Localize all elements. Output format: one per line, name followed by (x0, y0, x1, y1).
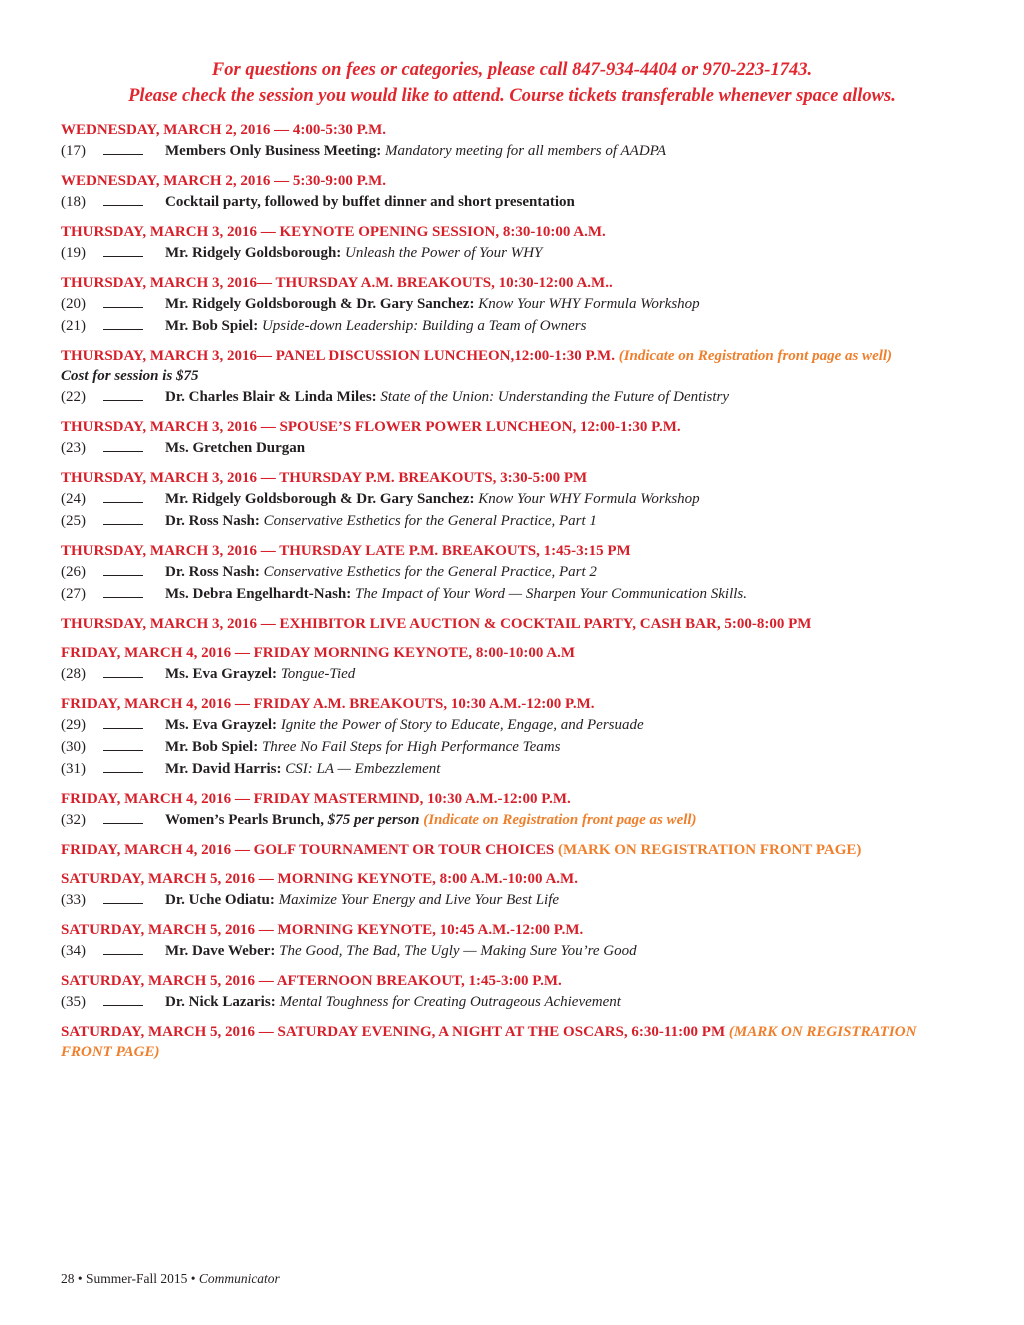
checkmark-blank[interactable] (103, 991, 143, 1013)
session-content (165, 488, 700, 510)
session-item (61, 736, 941, 758)
session-heading-text: THURSDAY, MARCH 3, 2016 — EXHIBITOR LIVE AUCTION & COCKTAIL PARTY, CASH BAR, 5:00-8:00 PM (61, 616, 812, 632)
session-number: (29) (61, 717, 86, 733)
checkmark-blank[interactable] (103, 140, 143, 162)
checkmark-blank[interactable] (103, 889, 143, 911)
session-cost: Cost for session is $75 (61, 368, 199, 384)
session-group (61, 171, 941, 213)
session-heading-text: THURSDAY, MARCH 3, 2016— PANEL DISCUSSION LUNCHEON,12:00-1:30 P.M. (61, 348, 615, 364)
session-heading-text: SATURDAY, MARCH 5, 2016 — MORNING KEYNOTE, 10:45 A.M.-12:00 P.M. (61, 922, 584, 938)
session-speaker: Ms. Debra Engelhardt-Nash: (165, 586, 352, 602)
session-heading (61, 541, 941, 561)
checkmark-blank[interactable] (103, 293, 143, 315)
session-heading (61, 643, 941, 663)
session-number: (22) (61, 389, 86, 405)
checkmark-blank[interactable] (103, 583, 143, 605)
session-group (61, 694, 941, 780)
registration-note: (Indicate on Registration front page as well) (618, 348, 893, 364)
session-heading (61, 468, 941, 488)
session-number: (27) (61, 586, 86, 602)
session-speaker: Mr. David Harris: (165, 761, 282, 777)
session-content (165, 242, 542, 264)
session-title: Three No Fail Steps for High Performance Teams (261, 739, 561, 755)
session-heading-text: SATURDAY, MARCH 5, 2016 — SATURDAY EVENING, A NIGHT AT THE OSCARS, 6:30-11:00 PM (61, 1024, 726, 1040)
session-speaker: Mr. Ridgely Goldsborough: (165, 245, 342, 261)
session-item (61, 561, 941, 583)
checkmark-blank[interactable] (103, 242, 143, 264)
session-heading-text: SATURDAY, MARCH 5, 2016 — AFTERNOON BREAKOUT, 1:45-3:00 P.M. (61, 973, 562, 989)
blank-line (103, 992, 143, 1006)
session-item (61, 437, 941, 459)
session-title: Ignite the Power of Story to Educate, Engage, and Persuade (280, 717, 644, 733)
session-heading (61, 1022, 941, 1062)
session-title: Mandatory meeting for all members of AADPA (384, 143, 667, 159)
session-content (165, 736, 560, 758)
session-item (61, 510, 941, 532)
checkmark-blank[interactable] (103, 736, 143, 758)
session-title: Upside-down Leadership: Building a Team of Owners (261, 318, 587, 334)
session-content (165, 437, 305, 459)
session-heading (61, 273, 941, 293)
session-item (61, 663, 941, 685)
session-heading-text: FRIDAY, MARCH 4, 2016 — FRIDAY MASTERMIND, 10:30 A.M.-12:00 P.M. (61, 791, 571, 807)
session-content (165, 758, 440, 780)
session-title: Mental Toughness for Creating Outrageous Achievement (279, 994, 621, 1010)
session-heading (61, 120, 941, 140)
session-heading (61, 789, 941, 809)
session-speaker: Ms. Eva Grayzel: (165, 666, 278, 682)
session-item (61, 940, 941, 962)
session-content (165, 510, 597, 532)
session-speaker: Mr. Ridgely Goldsborough & Dr. Gary Sanchez: (165, 491, 475, 507)
session-number: (17) (61, 143, 86, 159)
intro-notice (0, 57, 1024, 109)
session-heading (61, 869, 941, 889)
session-content (165, 940, 637, 962)
session-title: Unleash the Power of Your WHY (345, 245, 543, 261)
session-group (61, 1022, 941, 1062)
blank-line (103, 810, 143, 824)
session-number: (23) (61, 440, 86, 456)
session-speaker: Ms. Gretchen Durgan (165, 440, 306, 456)
registration-note: (MARK ON REGISTRATION FRONT PAGE) (61, 1024, 917, 1060)
session-speaker: Members Only Business Meeting: (165, 143, 382, 159)
session-speaker: Women’s Pearls Brunch, (165, 812, 325, 828)
session-content (165, 714, 644, 736)
session-heading-text: THURSDAY, MARCH 3, 2016 — THURSDAY LATE P.M. BREAKOUTS, 1:45-3:15 PM (61, 543, 631, 559)
session-number: (32) (61, 812, 86, 828)
blank-line (103, 489, 143, 503)
checkmark-blank[interactable] (103, 758, 143, 780)
session-speaker: Dr. Ross Nash: (165, 513, 260, 529)
session-heading (61, 171, 941, 191)
blank-line (103, 562, 143, 576)
session-heading-text: THURSDAY, MARCH 3, 2016— THURSDAY A.M. BREAKOUTS, 10:30-12:00 A.M.. (61, 275, 613, 291)
session-title: The Good, The Bad, The Ugly — Making Sure You’re Good (279, 943, 637, 959)
session-content (165, 991, 621, 1013)
blank-line (103, 192, 143, 206)
session-number: (35) (61, 994, 86, 1010)
checkmark-blank[interactable] (103, 561, 143, 583)
session-content (165, 191, 575, 213)
session-heading-text: FRIDAY, MARCH 4, 2016 — FRIDAY MORNING KEYNOTE, 8:00-10:00 A.M (61, 645, 576, 661)
intro-line-1: For questions on fees or categories, please call 847-934-4404 or 970-223-1743. (211, 60, 813, 80)
session-item (61, 386, 941, 408)
page-footer (61, 1271, 280, 1287)
session-group (61, 222, 941, 264)
session-item (61, 889, 941, 911)
session-group (61, 468, 941, 532)
registration-note: (MARK ON REGISTRATION FRONT PAGE) (558, 842, 862, 858)
registration-note: (Indicate on Registration front page as well) (423, 812, 697, 828)
session-speaker: Mr. Ridgely Goldsborough & Dr. Gary Sanchez: (165, 296, 475, 312)
blank-line (103, 715, 143, 729)
session-heading (61, 694, 941, 714)
session-group (61, 346, 941, 408)
session-title: Maximize Your Energy and Live Your Best Life (278, 892, 560, 908)
session-title: The Impact of Your Word — Sharpen Your Communication Skills. (355, 586, 747, 602)
checkmark-blank[interactable] (103, 437, 143, 459)
session-content (165, 889, 559, 911)
session-heading-text: FRIDAY, MARCH 4, 2016 — FRIDAY A.M. BREAKOUTS, 10:30 A.M.-12:00 P.M. (61, 696, 595, 712)
session-item (61, 315, 941, 337)
session-content (165, 561, 597, 583)
session-price: $75 per person (327, 812, 420, 828)
blank-line (103, 294, 143, 308)
session-group (61, 614, 941, 634)
session-heading-text: FRIDAY, MARCH 4, 2016 — GOLF TOURNAMENT OR TOUR CHOICES (61, 842, 555, 858)
session-speaker: Mr. Bob Spiel: (165, 318, 259, 334)
session-heading-text: WEDNESDAY, MARCH 2, 2016 — 4:00-5:30 P.M. (61, 122, 387, 138)
blank-line (103, 438, 143, 452)
blank-line (103, 511, 143, 525)
session-heading-text: SATURDAY, MARCH 5, 2016 — MORNING KEYNOTE, 8:00 A.M.-10:00 A.M. (61, 871, 578, 887)
session-number: (21) (61, 318, 86, 334)
session-group (61, 417, 941, 459)
session-number: (26) (61, 564, 86, 580)
blank-line (103, 243, 143, 257)
session-speaker: Dr. Ross Nash: (165, 564, 260, 580)
session-title: Know Your WHY Formula Workshop (478, 296, 700, 312)
session-speaker: Mr. Dave Weber: (165, 943, 276, 959)
session-item (61, 714, 941, 736)
session-heading (61, 971, 941, 991)
session-item (61, 140, 941, 162)
session-group (61, 971, 941, 1013)
session-title: Conservative Esthetics for the General Practice, Part 1 (263, 513, 597, 529)
session-group (61, 840, 941, 860)
checkmark-blank[interactable] (103, 809, 143, 831)
session-title: CSI: LA — Embezzlement (285, 761, 441, 777)
blank-line (103, 387, 143, 401)
session-title: State of the Union: Understanding the Future of Dentistry (380, 389, 729, 405)
session-heading (61, 920, 941, 940)
session-list (61, 120, 941, 1071)
session-heading (61, 840, 941, 860)
session-group (61, 273, 941, 337)
session-group (61, 120, 941, 162)
session-item (61, 991, 941, 1013)
session-group (61, 643, 941, 685)
session-speaker: Dr. Charles Blair & Linda Miles: (165, 389, 377, 405)
session-speaker: Dr. Nick Lazaris: (165, 994, 276, 1010)
session-item (61, 488, 941, 510)
blank-line (103, 941, 143, 955)
session-speaker: Mr. Bob Spiel: (165, 739, 259, 755)
checkmark-blank[interactable] (103, 714, 143, 736)
footer-publication: Communicator (198, 1271, 280, 1286)
checkmark-blank[interactable] (103, 315, 143, 337)
session-title: Conservative Esthetics for the General Practice, Part 2 (263, 564, 597, 580)
session-number: (34) (61, 943, 86, 959)
footer-page-info: 28 • Summer-Fall 2015 • (61, 1271, 196, 1286)
checkmark-blank[interactable] (103, 663, 143, 685)
session-speaker: Dr. Uche Odiatu: (165, 892, 275, 908)
session-heading (61, 222, 941, 242)
blank-line (103, 664, 143, 678)
session-content (165, 386, 729, 408)
session-content (165, 315, 586, 337)
session-number: (19) (61, 245, 86, 261)
session-heading-text: WEDNESDAY, MARCH 2, 2016 — 5:30-9:00 P.M. (61, 173, 387, 189)
blank-line (103, 759, 143, 773)
blank-line (103, 316, 143, 330)
session-group (61, 541, 941, 605)
checkmark-blank[interactable] (103, 191, 143, 213)
session-item (61, 583, 941, 605)
session-title: Know Your WHY Formula Workshop (478, 491, 700, 507)
session-item (61, 293, 941, 315)
session-content (165, 293, 700, 315)
session-group (61, 869, 941, 911)
intro-line-2: Please check the session you would like to attend. Course tickets transferable whenever space allows. (128, 86, 896, 106)
checkmark-blank[interactable] (103, 488, 143, 510)
session-content (165, 809, 697, 831)
blank-line (103, 141, 143, 155)
checkmark-blank[interactable] (103, 510, 143, 532)
checkmark-blank[interactable] (103, 386, 143, 408)
session-heading (61, 346, 941, 366)
session-group (61, 920, 941, 962)
session-item (61, 809, 941, 831)
session-group (61, 789, 941, 831)
blank-line (103, 737, 143, 751)
session-number: (28) (61, 666, 86, 682)
session-number: (24) (61, 491, 86, 507)
session-content (165, 140, 666, 162)
blank-line (103, 890, 143, 904)
session-speaker: Cocktail party, followed by buffet dinner and short presentation (165, 194, 575, 210)
session-number: (30) (61, 739, 86, 755)
session-heading-text: THURSDAY, MARCH 3, 2016 — KEYNOTE OPENING SESSION, 8:30-10:00 A.M. (61, 224, 606, 240)
session-heading-text: THURSDAY, MARCH 3, 2016 — SPOUSE’S FLOWER POWER LUNCHEON, 12:00-1:30 P.M. (61, 419, 681, 435)
session-title: Tongue-Tied (280, 666, 356, 682)
session-number: (20) (61, 296, 86, 312)
session-item (61, 191, 941, 213)
checkmark-blank[interactable] (103, 940, 143, 962)
session-heading (61, 417, 941, 437)
session-number: (33) (61, 892, 86, 908)
blank-line (103, 584, 143, 598)
session-content (165, 663, 355, 685)
session-item (61, 758, 941, 780)
session-number: (18) (61, 194, 86, 210)
session-content (165, 583, 747, 605)
session-number: (31) (61, 761, 86, 777)
session-item (61, 242, 941, 264)
session-heading-text: THURSDAY, MARCH 3, 2016 — THURSDAY P.M. BREAKOUTS, 3:30-5:00 PM (61, 470, 588, 486)
session-speaker: Ms. Eva Grayzel: (165, 717, 278, 733)
session-number: (25) (61, 513, 86, 529)
session-heading (61, 614, 941, 634)
